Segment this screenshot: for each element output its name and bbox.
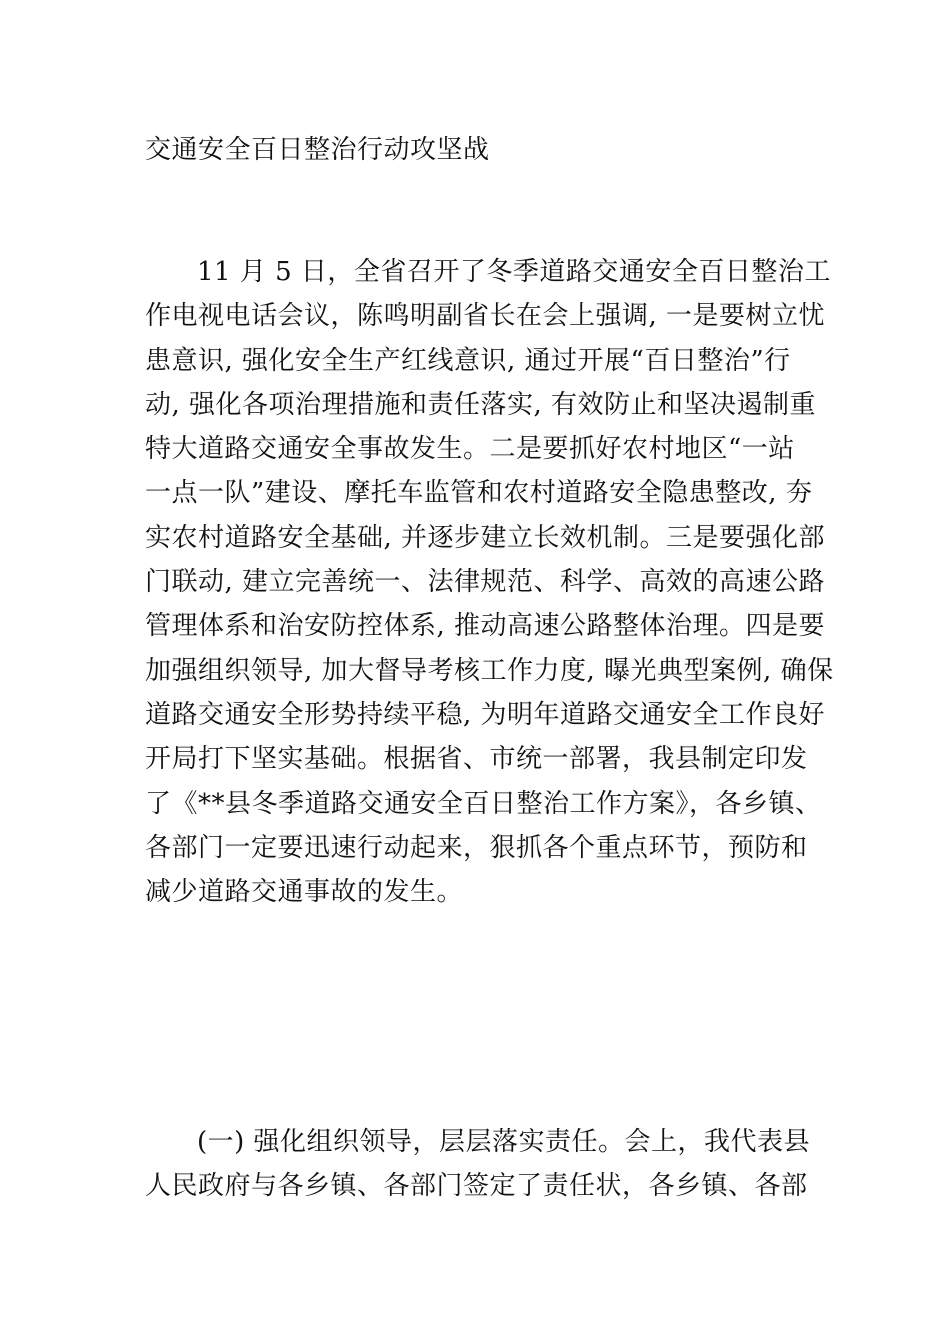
text-line: 了《**县冬季道路交通安全百日整治工作方案》，各乡镇、 xyxy=(145,788,822,819)
text-line: 作电视电话会议，陈鸣明副省长在会上强调, 一是要树立忧 xyxy=(145,301,826,332)
document-title: 交通安全百日整治行动攻坚战 xyxy=(145,135,490,165)
text-line: 各部门一定要迅速行动起来，狠抓各个重点环节，预防和 xyxy=(145,832,808,863)
paragraph-meeting-summary xyxy=(145,250,834,914)
paragraph-section-one xyxy=(145,1120,817,1209)
text-line: 减少道路交通事故的发生。 xyxy=(145,877,464,908)
text-line: 人民政府与各乡镇、各部门签定了责任状，各乡镇、各部 xyxy=(145,1171,808,1202)
text-line: 动, 强化各项治理措施和责任落实, 有效防止和坚决遏制重 xyxy=(145,389,817,420)
text-line: 11 月 5 日，全省召开了冬季道路交通安全百日整治工 xyxy=(197,257,831,287)
text-line: 特大道路交通安全事故发生。二是要抓好农村地区“一站 xyxy=(145,434,795,465)
text-line: 患意识, 强化安全生产红线意识, 通过开展“百日整治”行 xyxy=(145,345,791,376)
text-line: 一点一队”建设、摩托车监管和农村道路安全隐患整改, 夯 xyxy=(145,478,813,509)
text-line: 加强组织领导, 加大督导考核工作力度, 曝光典型案例, 确保 xyxy=(145,655,834,686)
text-line: 门联动, 建立完善统一、法律规范、科学、高效的高速公路 xyxy=(145,567,826,598)
text-line: 管理体系和治安防控体系, 推动高速公路整体治理。四是要 xyxy=(145,611,826,642)
text-line: 实农村道路安全基础, 并逐步建立长效机制。三是要强化部 xyxy=(145,522,826,553)
text-line: 开局打下坚实基础。根据省、市统一部署，我县制定印发 xyxy=(145,744,808,775)
text-line: 道路交通安全形势持续平稳, 为明年道路交通安全工作良好 xyxy=(145,699,826,730)
text-line: (一) 强化组织领导，层层落实责任。会上，我代表县 xyxy=(197,1127,811,1157)
